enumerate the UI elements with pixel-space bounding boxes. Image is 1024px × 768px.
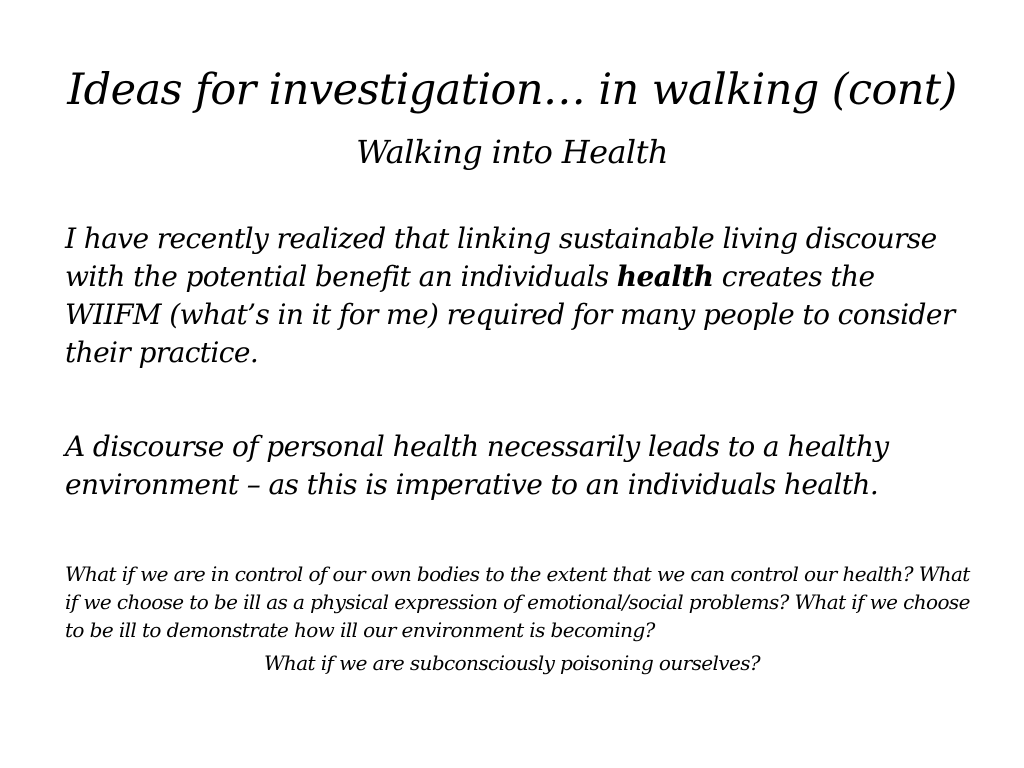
paragraph-wiifm-before: I have recently realized that linking sustainable living discourse with the potential benefit an individuals — [65, 222, 937, 293]
paragraph-personal-health: A discourse of personal health necessarily leads to a healthy environment – as this is imperative to an individuals health. — [65, 430, 889, 501]
questions-text: What if we are in control of our own bodies to the extent that we can control our health? What if we choose to be ill as a physical expression of emotional/social problems? What if we choose to be ill to demonstrate how ill our environment is becoming? — [65, 562, 970, 642]
closing-question: What if we are subconsciously poisoning ourselves? — [263, 651, 761, 675]
paragraph-wiifm — [65, 220, 970, 372]
paragraph-wiifm-after: creates the WIIFM (what’s in it for me) required for many people to consider their practice. — [65, 260, 955, 369]
slide-title: Ideas for investigation… in walking (cont) — [67, 65, 957, 115]
slide-subtitle: Walking into Health — [356, 133, 668, 171]
paragraph-wiifm-emphasis: health — [616, 260, 714, 293]
